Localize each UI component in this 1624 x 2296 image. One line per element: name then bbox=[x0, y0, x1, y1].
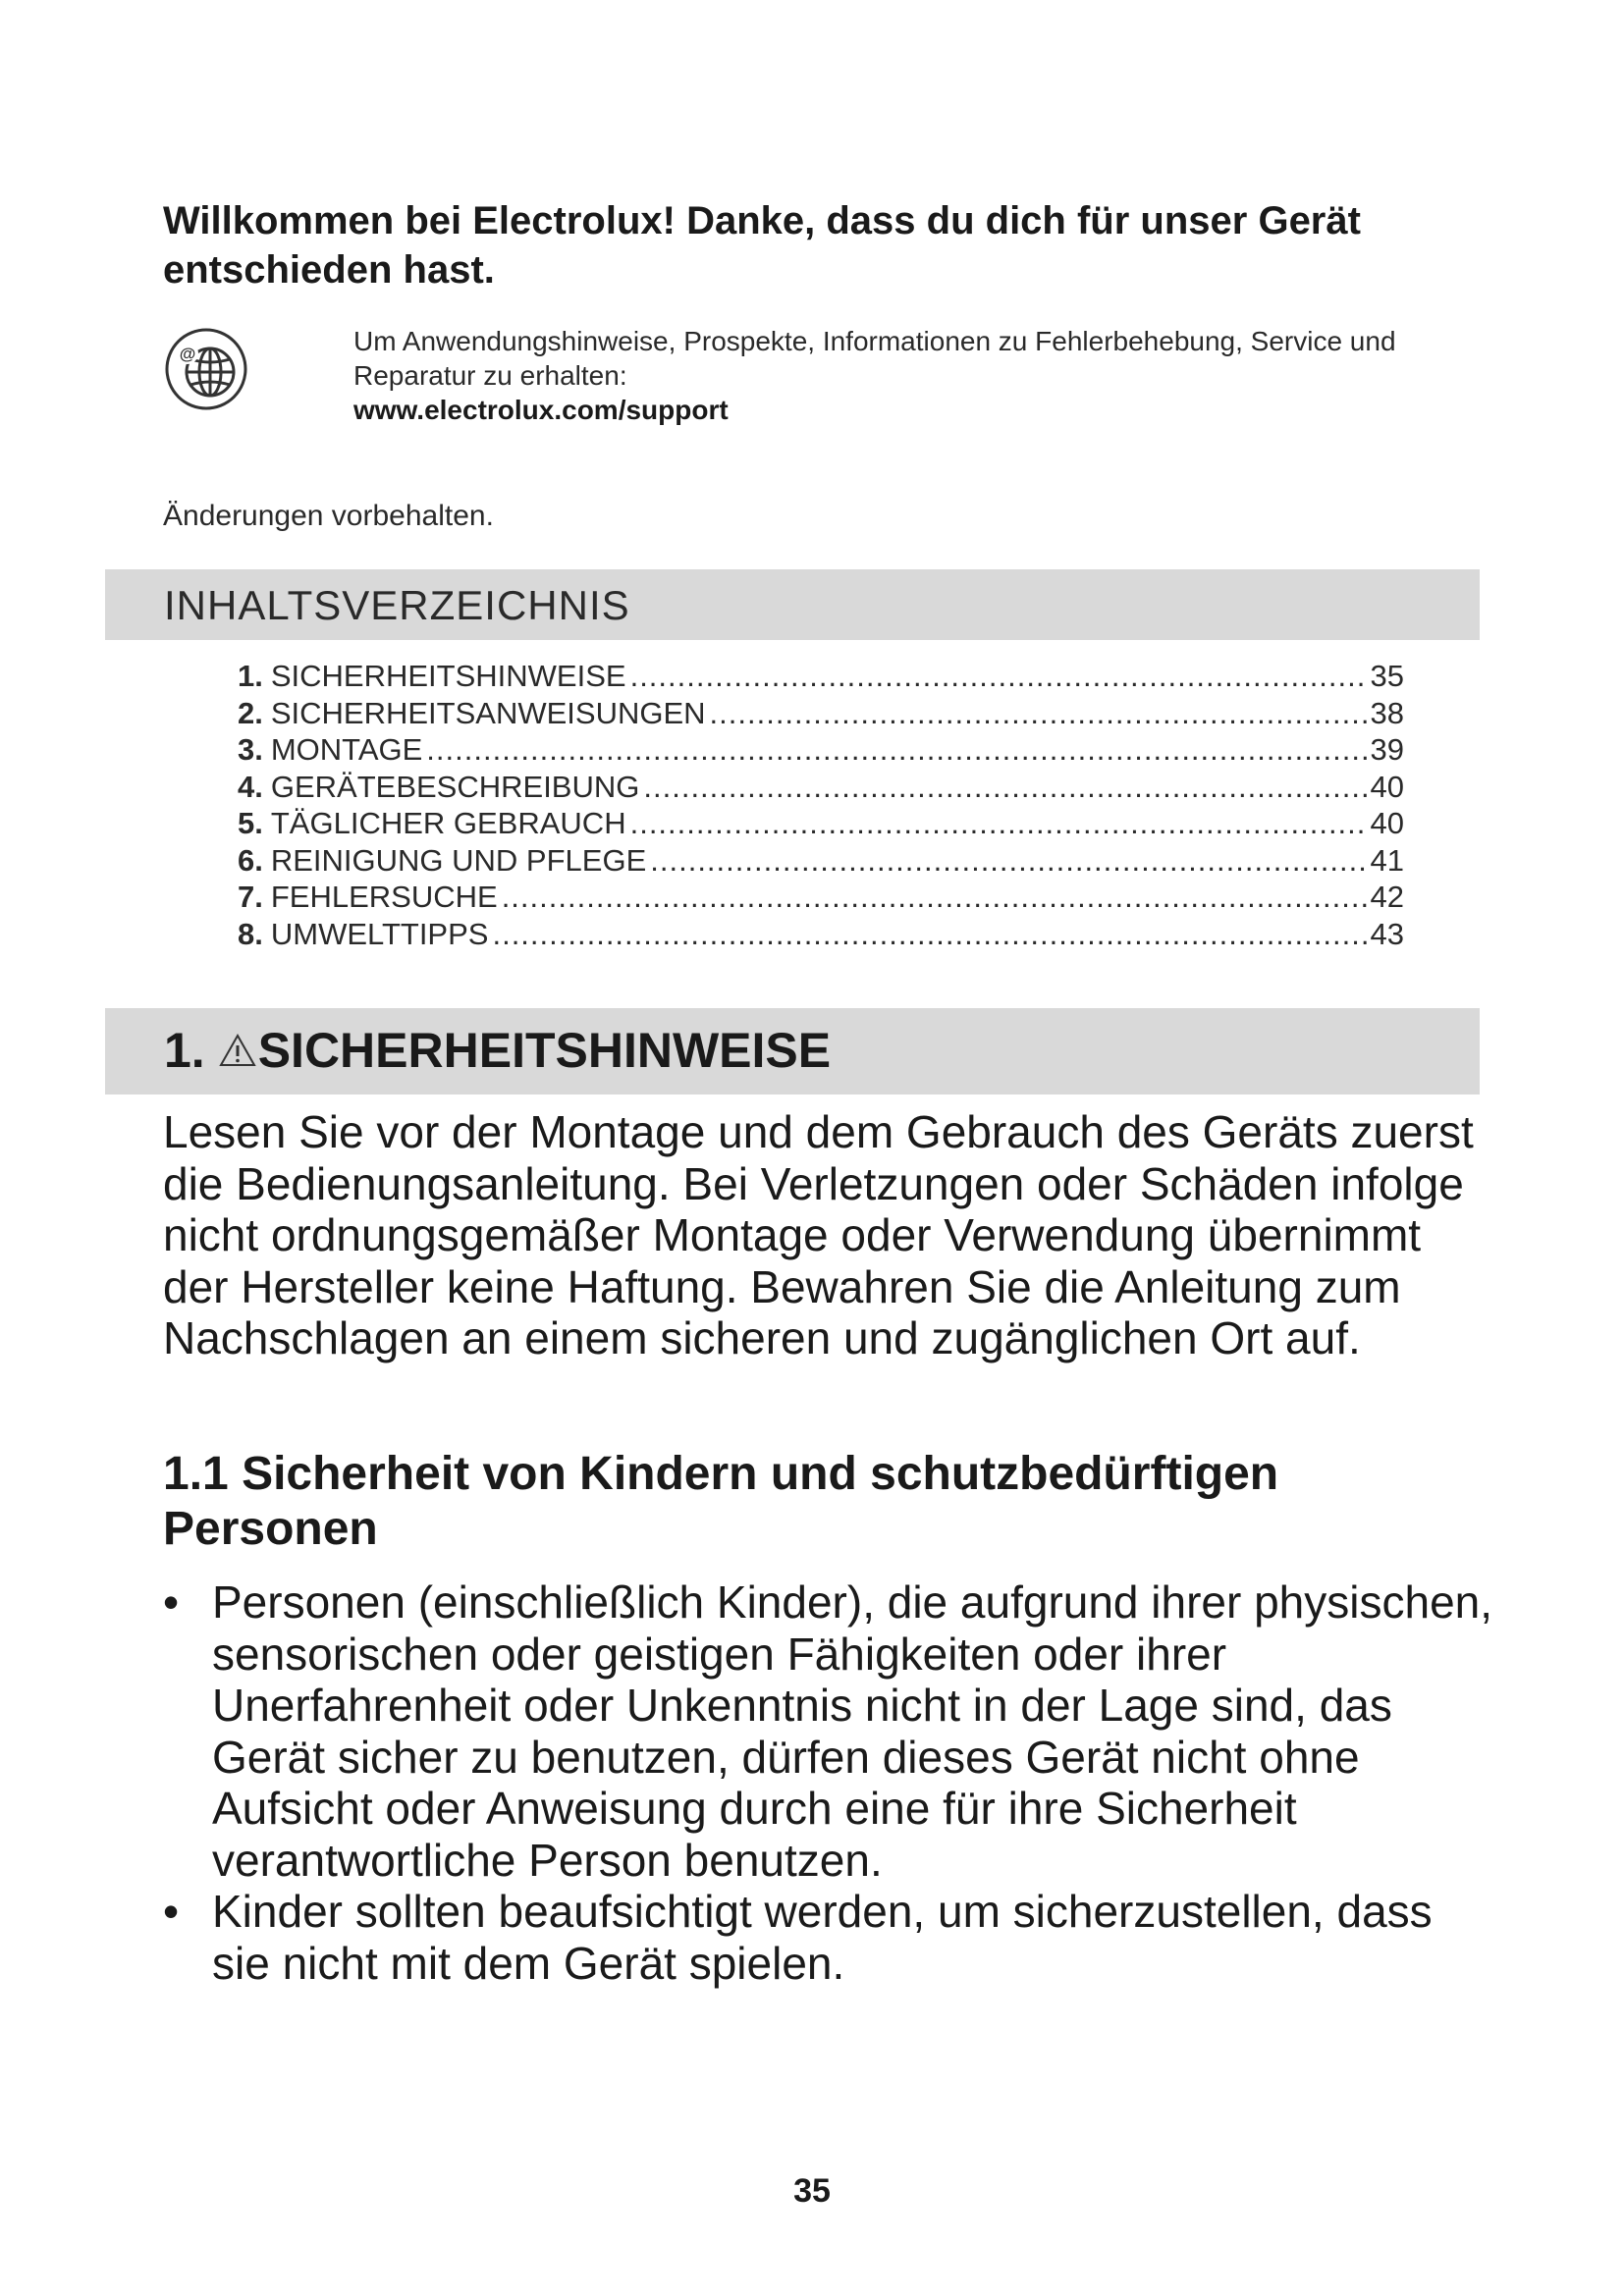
toc-item[interactable] bbox=[238, 695, 1404, 732]
toc-leader bbox=[650, 842, 1366, 880]
toc-item-number: 7. bbox=[238, 880, 263, 914]
toc-item[interactable] bbox=[238, 879, 1404, 916]
toc-item-number: 2. bbox=[238, 695, 263, 730]
toc-item[interactable] bbox=[238, 658, 1404, 695]
list-item-text: Kinder sollten beaufsichtigt werden, um sicherzustellen, dass sie nicht mit dem Gerät spielen. bbox=[212, 1886, 1433, 1989]
list-item bbox=[163, 1886, 1498, 1989]
support-text: Um Anwendungshinweise, Prospekte, Informationen zu Fehlerbehebung, Service und Reparatur zu erhalten: bbox=[353, 326, 1396, 391]
toc-leader bbox=[502, 879, 1367, 916]
toc-item-label: SICHERHEITSHINWEISE bbox=[270, 659, 626, 693]
toc-item[interactable] bbox=[238, 916, 1404, 953]
toc-item-number: 3. bbox=[238, 732, 263, 767]
toc-item[interactable] bbox=[238, 842, 1404, 880]
changes-note: Änderungen vorbehalten. bbox=[163, 500, 494, 532]
toc-item-page: 40 bbox=[1370, 806, 1404, 840]
toc-item-label: REINIGUNG UND PFLEGE bbox=[270, 842, 647, 878]
support-info bbox=[353, 324, 1483, 427]
bullet-mark: • bbox=[163, 1886, 180, 1937]
toc-item-number: 1. bbox=[238, 659, 263, 693]
globe-at-icon bbox=[163, 326, 249, 412]
toc-leader bbox=[492, 916, 1366, 953]
welcome-heading: Willkommen bei Electrolux! Danke, dass du dich für unser Gerät entschieden hast. bbox=[163, 199, 1361, 292]
toc-item-page: 43 bbox=[1370, 916, 1404, 951]
warning-triangle-icon bbox=[219, 1033, 256, 1068]
toc-item[interactable] bbox=[238, 731, 1404, 769]
toc-item-page: 41 bbox=[1370, 842, 1404, 878]
list-item bbox=[163, 1576, 1498, 1886]
section-number: 1. bbox=[164, 1023, 205, 1078]
toc-item-label: TÄGLICHER GEBRAUCH bbox=[270, 806, 626, 840]
svg-text:@: @ bbox=[179, 345, 196, 363]
toc-leader bbox=[643, 769, 1366, 806]
toc-item-page: 42 bbox=[1370, 880, 1404, 914]
subsection-title: 1.1 Sicherheit von Kindern und schutzbedürftigen Personen bbox=[163, 1448, 1279, 1555]
toc-item-page: 39 bbox=[1370, 732, 1404, 767]
toc-item[interactable] bbox=[238, 769, 1404, 806]
toc-leader bbox=[710, 695, 1367, 732]
section-header bbox=[105, 1008, 1480, 1095]
toc-item-number: 5. bbox=[238, 806, 263, 840]
toc-item-label: SICHERHEITSANWEISUNGEN bbox=[270, 695, 706, 730]
toc-item-number: 4. bbox=[238, 769, 263, 804]
toc-item[interactable] bbox=[238, 805, 1404, 842]
section-title bbox=[164, 1022, 831, 1079]
bullet-list bbox=[163, 1576, 1498, 1989]
table-of-contents bbox=[238, 658, 1404, 952]
toc-item-label: UMWELTTIPPS bbox=[270, 916, 489, 951]
toc-leader bbox=[630, 805, 1367, 842]
toc-title: INHALTSVERZEICHNIS bbox=[164, 582, 630, 628]
toc-leader bbox=[426, 731, 1366, 769]
bullet-mark: • bbox=[163, 1576, 180, 1628]
toc-item-page: 38 bbox=[1370, 695, 1404, 730]
toc-item-page: 40 bbox=[1370, 769, 1404, 804]
toc-item-label: MONTAGE bbox=[270, 732, 423, 767]
section-title-text: SICHERHEITSHINWEISE bbox=[257, 1023, 832, 1078]
toc-item-label: FEHLERSUCHE bbox=[270, 880, 498, 914]
toc-item-number: 6. bbox=[238, 842, 263, 878]
section-intro: Lesen Sie vor der Montage und dem Gebrauch des Geräts zuerst die Bedienungsanleitung. Bei Verletzungen oder Schäden infolge nicht ordnungsgemäßer Montage oder Verwendung übernimmt der Hersteller keine Haftung. Bewahren Sie die Anleitung zum Nachschlagen an einem sicheren und zugänglichen Ort auf. bbox=[163, 1106, 1474, 1363]
support-url[interactable]: www.electrolux.com/support bbox=[353, 395, 729, 425]
page-number: 35 bbox=[793, 2172, 831, 2210]
toc-header bbox=[105, 569, 1480, 640]
toc-leader bbox=[630, 658, 1367, 695]
toc-item-label: GERÄTEBESCHREIBUNG bbox=[270, 769, 640, 804]
list-item-text: Personen (einschließlich Kinder), die aufgrund ihrer physischen, sensorischen oder geistigen Fähigkeiten oder ihrer Unerfahrenheit oder Unkenntnis nicht in der Lage sind, das Gerät sicher zu benutzen, dürfen dieses Gerät nicht ohne Aufsicht oder Anweisung durch eine für ihre Sicherheit verantwortliche Person benutzen. bbox=[212, 1576, 1493, 1886]
toc-item-page: 35 bbox=[1370, 659, 1404, 693]
toc-item-number: 8. bbox=[238, 916, 263, 951]
